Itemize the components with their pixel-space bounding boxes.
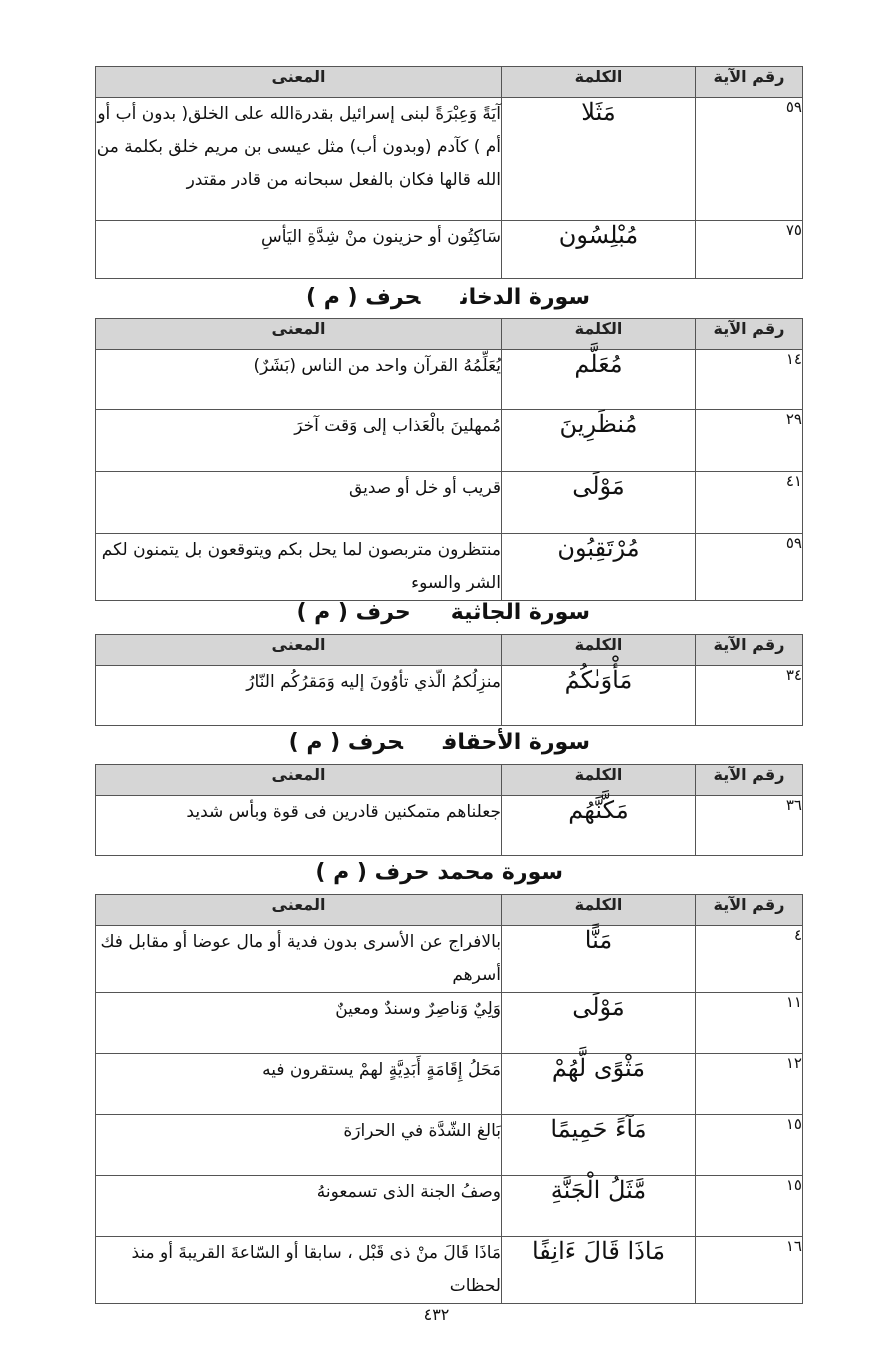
header-meaning: المعنى [96, 635, 502, 666]
quran-word: مَوْلَى [502, 472, 696, 534]
verse-number: ٣٤ [696, 666, 803, 726]
surah-title: سورة الأحقاف [442, 730, 590, 755]
letter-label: حرف ( م ) [306, 285, 421, 310]
word-meaning: وصفُ الجنة الذى تسمعونهُ [96, 1176, 502, 1237]
verse-number: ٥٩ [696, 534, 803, 601]
glossary-table-muhammad [95, 894, 803, 1304]
surah-heading-dukhan [306, 285, 590, 310]
table-row [96, 666, 803, 726]
table-row [96, 796, 803, 856]
verse-number: ١٢ [696, 1054, 803, 1115]
glossary-table-continued [95, 66, 803, 279]
header-verse-number: رقم الآية [696, 765, 803, 796]
table-row [96, 1237, 803, 1304]
verse-number: ٧٥ [696, 221, 803, 279]
quran-word: مَثْوًى لَّهُمْ [502, 1054, 696, 1115]
table-row [96, 350, 803, 410]
quran-word: مُرْتَقِبُون [502, 534, 696, 601]
verse-number: ٥٩ [696, 98, 803, 221]
quran-word: مُبْلِسُون [502, 221, 696, 279]
header-verse-number: رقم الآية [696, 319, 803, 350]
table-row [96, 534, 803, 601]
word-meaning: مُمهلينَ بالْعَذاب إلى وَقت آخرَ [96, 410, 502, 472]
header-word: الكلمة [502, 895, 696, 926]
header-meaning: المعنى [96, 67, 502, 98]
word-meaning: منزِلُكمُ الّذي تأوُونَ إليه وَمَقرُكُم النّارُ [96, 666, 502, 726]
word-meaning: بالافراج عن الأسرى بدون فدية أو مال عوضا أو مقابل فك أسرهم [96, 926, 502, 993]
header-word: الكلمة [502, 319, 696, 350]
word-meaning: وَلِيٌ وَناصِرٌ وسندٌ ومعينٌ [96, 993, 502, 1054]
word-meaning: منتظرون متربصون لما يحل بكم ويتوقعون بل يتمنون لكم الشر والسوء [96, 534, 502, 601]
quran-word: مَّثَلُ الْجَنَّةِ [502, 1176, 696, 1237]
verse-number: ١٥ [696, 1176, 803, 1237]
header-meaning: المعنى [96, 765, 502, 796]
quran-word: مَأْوَىٰكُمُ [502, 666, 696, 726]
verse-number: ٣٦ [696, 796, 803, 856]
word-meaning: بَالغ الشّدَّة في الحرارَة [96, 1115, 502, 1176]
header-word: الكلمة [502, 67, 696, 98]
letter-label: حرف ( م ) [296, 600, 411, 625]
glossary-table-dukhan [95, 318, 803, 601]
surah-heading-jathiya [296, 600, 590, 625]
word-meaning: يُعَلِّمُهُ القرآن واحد من الناس (بَشَرٌ) [96, 350, 502, 410]
quran-word: مَثَلا [502, 98, 696, 221]
header-verse-number: رقم الآية [696, 67, 803, 98]
table-header-row [96, 67, 803, 98]
glossary-table-jathiya [95, 634, 803, 726]
letter-label: حرف ( م ) [288, 730, 403, 755]
glossary-table-ahqaf [95, 764, 803, 856]
verse-number: ٤١ [696, 472, 803, 534]
verse-number: ٤ [696, 926, 803, 993]
word-meaning: مَحَلُ إِقَامَةٍ أَبَدِيَّةٍ لهمْ يستقرون فيه [96, 1054, 502, 1115]
verse-number: ١٥ [696, 1115, 803, 1176]
header-verse-number: رقم الآية [696, 895, 803, 926]
surah-heading-ahqaf [289, 730, 590, 755]
surah-title: سورة الدخان [460, 285, 590, 310]
header-meaning: المعنى [96, 319, 502, 350]
page-number: ٤٣٢ [423, 1305, 450, 1324]
word-meaning: جعلناهم متمكنين قادرين فى قوة وبأس شديد [96, 796, 502, 856]
quran-word: مَاذَا قَالَ ءَانِفًا [502, 1237, 696, 1304]
table-row [96, 1176, 803, 1237]
word-meaning: مَاذَا قَالَ منْ ذى قَبْل ، سابقا أو السّاعةَ القريبةَ أو منذ لحظات [96, 1237, 502, 1304]
header-word: الكلمة [502, 765, 696, 796]
verse-number: ١١ [696, 993, 803, 1054]
header-verse-number: رقم الآية [696, 635, 803, 666]
table-row [96, 1115, 803, 1176]
word-meaning: آيَةً وَعِبْرَةً لبنى إسرائيل بقدرةالله على الخلق( بدون أب أو أم ) كآدم (وبدون أب) مثل عيسى بن مريم خلق بكلمة من الله قالها فكان بالفعل سبحانه من قادر مقتدر [96, 98, 502, 221]
table-row [96, 221, 803, 279]
quran-word: مُنظَرِينَ [502, 410, 696, 472]
table-header-row [96, 765, 803, 796]
quran-word: مَوْلَى [502, 993, 696, 1054]
quran-word: مَكَّنَّهُم [502, 796, 696, 856]
surah-title: سورة الجاثية [450, 600, 590, 625]
quran-word: مُعَلَّم [502, 350, 696, 410]
word-meaning: قريب أو خل أو صديق [96, 472, 502, 534]
verse-number: ١٤ [696, 350, 803, 410]
table-header-row [96, 319, 803, 350]
table-row [96, 98, 803, 221]
word-meaning: سَاكِتُون أو حزينون منْ شِدَّةِ اليَأسِ [96, 221, 502, 279]
quran-word: مَنًّا [502, 926, 696, 993]
table-row [96, 993, 803, 1054]
table-header-row [96, 635, 803, 666]
header-word: الكلمة [502, 635, 696, 666]
surah-heading-muhammad [315, 860, 563, 885]
quran-word: مَآءً حَمِيمًا [502, 1115, 696, 1176]
table-row [96, 1054, 803, 1115]
header-meaning: المعنى [96, 895, 502, 926]
table-row [96, 926, 803, 993]
table-header-row [96, 895, 803, 926]
verse-number: ٢٩ [696, 410, 803, 472]
table-row [96, 410, 803, 472]
table-row [96, 472, 803, 534]
surah-title: سورة محمد حرف ( م ) [315, 860, 563, 885]
verse-number: ١٦ [696, 1237, 803, 1304]
